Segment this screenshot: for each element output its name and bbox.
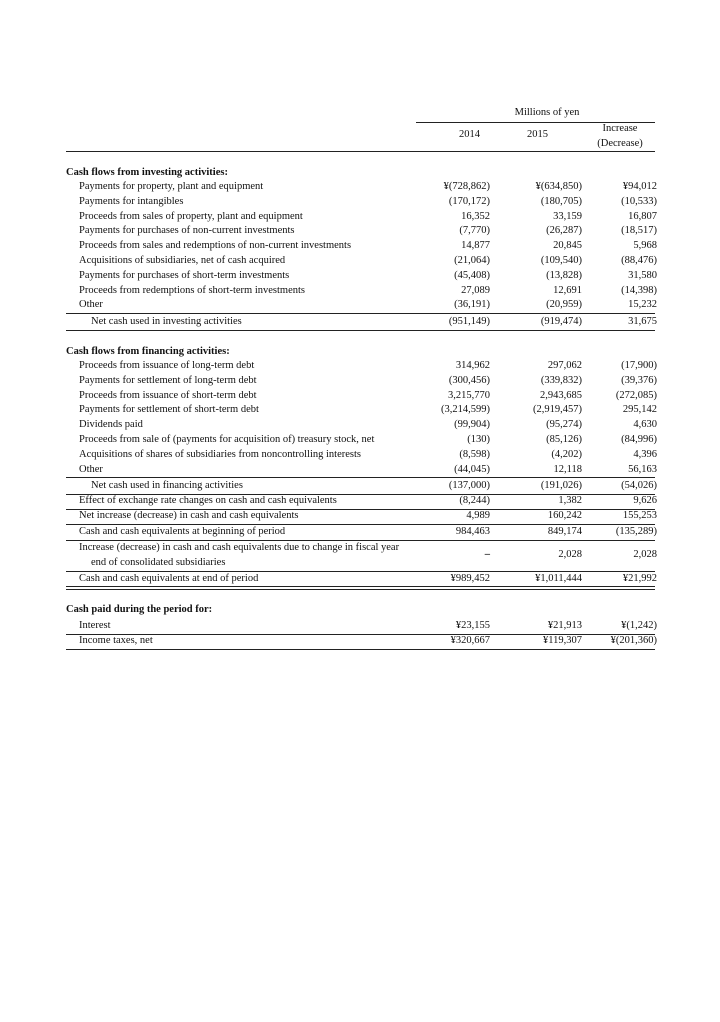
end-of-period-value-2014: ¥989,452	[450, 573, 490, 584]
financing-row-value-2015: 297,062	[547, 360, 582, 371]
investing-row-value-2014: (170,172)	[448, 195, 490, 207]
investing-row-value-change: 16,807	[628, 210, 657, 222]
financing-row-value-2015: (85,126)	[546, 434, 582, 445]
cash-paid-row-value-2014: ¥23,155	[455, 620, 490, 631]
investing-row-value-change: 15,232	[628, 299, 657, 311]
cash-paid-row-value-2015: ¥119,307	[543, 635, 582, 646]
financing-row-value-2015: (2,919,457)	[533, 404, 582, 416]
financing-row-value-change: (84,996)	[621, 434, 657, 445]
financing-row-label: Other	[79, 463, 103, 475]
investing-row-value-change: (10,533)	[621, 195, 657, 207]
financing-total-value-2014: (137,000)	[448, 480, 490, 491]
financing-total-value-2015: (191,026)	[540, 480, 582, 491]
fiscal-change-value-2014: –	[484, 549, 490, 560]
financing-row-value-change: (17,900)	[621, 360, 657, 371]
investing-row-value-change: 5,968	[633, 240, 657, 252]
financing-row-value-2015: 2,943,685	[540, 389, 582, 401]
financing-row-label: Payments for settlement of long-term debt	[79, 374, 257, 386]
investing-row-value-2014: 27,089	[461, 284, 490, 296]
investing-row-label: Proceeds from redemptions of short-term investments	[79, 284, 305, 296]
financing-row-label: Acquisitions of shares of subsidiaries from noncontrolling interests	[79, 448, 361, 460]
financing-row-value-2015: 12,118	[553, 463, 582, 475]
investing-total-value-change: 31,675	[628, 316, 657, 327]
financing-row-label: Proceeds from issuance of short-term debt	[79, 389, 257, 401]
column-header-2015: 2015	[527, 129, 548, 140]
column-header-change-line2: (Decrease)	[597, 138, 643, 149]
summary-row-value-2014: 4,989	[466, 510, 490, 521]
summary-row-value-change: (135,289)	[615, 526, 657, 537]
financing-row-value-2014: (8,598)	[459, 448, 490, 460]
investing-row-label: Proceeds from sales of property, plant and equipment	[79, 210, 303, 222]
summary-row-value-2015: 1,382	[558, 495, 582, 506]
financing-row-label: Proceeds from sale of (payments for acquisition of) treasury stock, net	[79, 434, 375, 445]
financing-row-value-2015: (95,274)	[546, 419, 582, 431]
investing-row-value-2014: 14,877	[461, 240, 490, 252]
end-of-period-label: Cash and cash equivalents at end of period	[79, 573, 259, 584]
investing-total-rule	[66, 313, 655, 314]
summary-row-value-2015: 849,174	[547, 526, 582, 537]
investing-row-value-2015: 20,845	[553, 240, 582, 252]
cash-paid-row-rule	[66, 649, 655, 650]
investing-row-value-2014: (36,191)	[454, 299, 490, 311]
investing-row-value-2015: 12,691	[553, 284, 582, 296]
section-title-financing: Cash flows from financing activities:	[66, 346, 230, 357]
financing-row-value-change: 295,142	[622, 404, 657, 416]
investing-row-value-2015: ¥(634,850)	[535, 181, 582, 192]
cash-paid-row-value-2015: ¥21,913	[547, 620, 582, 631]
investing-row-value-change: (88,476)	[621, 255, 657, 266]
investing-total-label: Net cash used in investing activities	[91, 316, 242, 327]
investing-row-value-change: ¥94,012	[622, 181, 657, 192]
financing-row-value-2014: 314,962	[455, 360, 490, 371]
column-group-header: Millions of yen	[514, 107, 580, 118]
summary-row-value-change: 9,626	[633, 495, 657, 506]
cash-paid-row-label: Income taxes, net	[79, 635, 153, 646]
end-of-period-double-rule-1	[66, 586, 655, 587]
investing-total-value-2015: (919,474)	[540, 316, 582, 327]
investing-row-value-2015: (13,828)	[546, 269, 582, 281]
cash-paid-row-value-change: ¥(201,360)	[610, 635, 657, 646]
summary-row-value-2015: 160,242	[547, 510, 582, 521]
fiscal-change-value-change: 2,028	[633, 549, 657, 560]
financing-row-value-2015: (4,202)	[551, 448, 582, 460]
financing-row-value-change: (272,085)	[615, 389, 657, 401]
summary-row-rule	[66, 524, 655, 525]
investing-row-label: Payments for property, plant and equipment	[79, 181, 264, 192]
financing-row-value-2014: (44,045)	[454, 463, 490, 475]
investing-row-value-2015: (109,540)	[540, 255, 582, 266]
investing-row-label: Payments for intangibles	[79, 195, 184, 207]
investing-row-value-2015: (180,705)	[540, 195, 582, 207]
end-of-period-double-rule-2	[66, 589, 655, 590]
investing-row-label: Acquisitions of subsidiaries, net of cash acquired	[79, 255, 286, 266]
investing-row-value-change: 31,580	[628, 269, 657, 281]
summary-row-value-change: 155,253	[622, 510, 657, 521]
fiscal-change-label-line1: Increase (decrease) in cash and cash equivalents due to change in fiscal year	[79, 542, 400, 553]
financing-row-value-2014: (99,904)	[454, 419, 490, 431]
investing-row-label: Payments for purchases of short-term investments	[79, 269, 290, 281]
investing-row-label: Payments for purchases of non-current investments	[79, 225, 295, 237]
investing-row-value-2014: (45,408)	[454, 269, 490, 281]
investing-row-value-2014: ¥(728,862)	[443, 181, 490, 192]
financing-row-label: Proceeds from issuance of long-term debt	[79, 360, 255, 371]
column-header-change-line1: Increase	[602, 123, 638, 134]
summary-row-label: Net increase (decrease) in cash and cash equivalents	[79, 510, 299, 521]
summary-row-rule	[66, 540, 655, 541]
fiscal-change-value-2015: 2,028	[558, 549, 582, 560]
summary-row-label: Cash and cash equivalents at beginning of period	[79, 526, 286, 537]
fiscal-change-label-line2: end of consolidated subsidiaries	[91, 557, 226, 568]
summary-row-label: Effect of exchange rate changes on cash and cash equivalents	[79, 495, 337, 506]
financing-total-rule	[66, 477, 655, 478]
financing-row-value-change: (39,376)	[621, 374, 657, 386]
column-header-2014: 2014	[459, 129, 480, 140]
end-of-period-value-2015: ¥1,011,444	[535, 573, 582, 584]
investing-row-label: Proceeds from sales and redemptions of non-current investments	[79, 240, 352, 252]
financing-row-value-2015: (339,832)	[540, 374, 582, 386]
financing-row-value-2014: (3,214,599)	[441, 404, 490, 416]
header-bottom-rule	[66, 151, 655, 152]
investing-total-bottom-rule	[66, 330, 655, 331]
investing-total-value-2014: (951,149)	[448, 316, 490, 327]
summary-row-value-2014: 984,463	[455, 526, 490, 537]
cash-paid-row-label: Interest	[79, 620, 111, 631]
section-title-cash-paid: Cash paid during the period for:	[66, 604, 213, 615]
section-title-investing: Cash flows from investing activities:	[66, 167, 228, 178]
financing-row-value-change: 4,396	[633, 448, 657, 460]
summary-row-value-2014: (8,244)	[459, 495, 490, 506]
financing-total-label: Net cash used in financing activities	[91, 480, 243, 491]
financing-row-value-2014: 3,215,770	[448, 389, 490, 401]
end-of-period-value-change: ¥21,992	[622, 573, 657, 584]
financing-total-value-change: (54,026)	[621, 480, 657, 491]
financing-row-value-change: 56,163	[628, 463, 657, 475]
investing-row-value-2014: 16,352	[461, 210, 490, 222]
cash-paid-row-value-2014: ¥320,667	[450, 635, 490, 646]
financing-row-value-2014: (130)	[467, 434, 490, 445]
financing-row-label: Payments for settlement of short-term debt	[79, 404, 259, 416]
investing-row-value-2014: (7,770)	[459, 225, 490, 237]
investing-row-value-change: (14,398)	[621, 284, 657, 296]
financing-row-value-2014: (300,456)	[448, 374, 490, 386]
investing-row-value-2015: 33,159	[553, 210, 582, 222]
investing-row-value-2014: (21,064)	[454, 255, 490, 266]
fiscal-row-rule	[66, 571, 655, 572]
investing-row-value-change: (18,517)	[621, 225, 657, 237]
investing-row-label: Other	[79, 299, 103, 311]
investing-row-value-2015: (26,287)	[546, 225, 582, 237]
cash-paid-row-value-change: ¥(1,242)	[621, 620, 657, 631]
financing-row-value-change: 4,630	[633, 419, 657, 431]
investing-row-value-2015: (20,959)	[546, 299, 582, 311]
financing-row-label: Dividends paid	[79, 419, 143, 431]
